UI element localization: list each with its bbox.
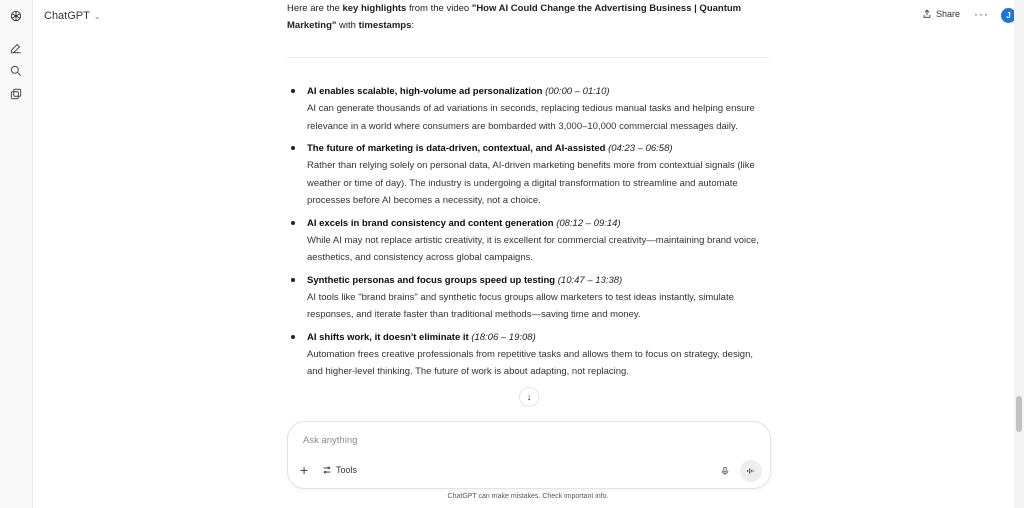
sliders-icon bbox=[322, 465, 332, 475]
intro-suffix: : bbox=[411, 20, 415, 31]
voice-mode-button[interactable] bbox=[740, 460, 762, 482]
item-title: AI excels in brand consistency and content generation bbox=[307, 217, 554, 229]
intro-mid2: with bbox=[336, 20, 359, 31]
intro-bold-highlights: key highlights bbox=[342, 3, 407, 14]
item-description: Automation frees creative professionals from repetitive tasks and allows them to focus on strategy, design, and higher-level thinking. The future of work is about adapting, not replacing. bbox=[307, 348, 754, 377]
item-timestamp: (04:23 – 06:58) bbox=[608, 143, 673, 154]
share-button[interactable] bbox=[922, 9, 960, 19]
tools-label: Tools bbox=[336, 465, 358, 475]
intro-video-title: "How AI Could Change the Advertising Business | Quantum Marketing" bbox=[287, 3, 742, 31]
list-item bbox=[287, 83, 769, 135]
scrollbar[interactable] bbox=[1014, 0, 1024, 508]
prompt-input[interactable] bbox=[301, 434, 705, 447]
share-icon bbox=[922, 9, 932, 19]
intro-prefix: Here are the bbox=[287, 3, 343, 14]
highlights-list bbox=[287, 83, 769, 386]
arrow-down-icon: ↓ bbox=[526, 391, 532, 403]
intro-bold-timestamps: timestamps bbox=[358, 20, 412, 31]
more-options-icon[interactable]: ··· bbox=[974, 7, 989, 21]
avatar[interactable]: J bbox=[1001, 8, 1016, 23]
item-title: AI enables scalable, high-volume ad personalization bbox=[307, 86, 543, 97]
sidebar-rail bbox=[0, 0, 33, 508]
item-title: Synthetic personas and focus groups speed up testing bbox=[307, 274, 556, 286]
assistant-intro bbox=[287, 0, 767, 34]
openai-logo-icon[interactable] bbox=[8, 8, 24, 24]
scrollbar-thumb[interactable] bbox=[1016, 396, 1022, 432]
list-item bbox=[287, 215, 769, 267]
item-description: Rather than relying solely on personal data, AI-driven marketing benefits more from contextual signals (like weather or time of day). The industry is undergoing a digital transformation to streamline and automate processes before AI becomes a necessity, not a choice. bbox=[307, 160, 755, 206]
plus-icon[interactable]: + bbox=[300, 462, 309, 478]
item-timestamp: (00:00 – 01:10) bbox=[545, 86, 610, 97]
item-timestamp: (08:12 – 09:14) bbox=[556, 217, 621, 229]
library-icon[interactable] bbox=[8, 86, 24, 102]
item-description: AI tools like "brand brains" and synthetic focus groups allow marketers to test ideas instantly, simulate responses, and iterate faster than traditional methods—saving time and money. bbox=[307, 291, 734, 320]
item-title: AI shifts work, it doesn't eliminate it bbox=[307, 331, 469, 343]
list-item bbox=[287, 329, 769, 381]
microphone-icon[interactable] bbox=[720, 464, 730, 482]
app-title: ChatGPT bbox=[44, 10, 90, 22]
intro-mid: from the video bbox=[406, 3, 472, 14]
list-item bbox=[287, 272, 769, 324]
list-item bbox=[287, 140, 769, 210]
disclaimer: ChatGPT can make mistakes. Check important info. bbox=[447, 493, 609, 500]
scroll-to-bottom-button[interactable] bbox=[519, 387, 539, 407]
item-title: The future of marketing is data-driven, contextual, and AI-assisted bbox=[307, 143, 606, 154]
share-label: Share bbox=[936, 9, 961, 19]
waveform-icon bbox=[746, 466, 756, 476]
model-selector[interactable] bbox=[44, 10, 101, 22]
item-timestamp: (18:06 – 19:08) bbox=[471, 331, 536, 343]
item-timestamp: (10:47 – 13:38) bbox=[557, 274, 623, 286]
chevron-down-icon: ⌄ bbox=[93, 11, 101, 21]
item-description: AI can generate thousands of ad variations in seconds, replacing tedious manual tasks and helping ensure relevance in a world where consumers are bombarded with 3,000–10,000 commercial messages daily. bbox=[307, 103, 755, 132]
divider bbox=[287, 57, 769, 58]
new-chat-icon[interactable] bbox=[8, 40, 24, 56]
tools-button[interactable] bbox=[322, 465, 357, 475]
item-description: While AI may not replace artistic creativity, it is excellent for commercial creativity—maintaining brand voice, aesthetics, and consistency across global campaigns. bbox=[307, 234, 759, 263]
composer bbox=[287, 421, 771, 489]
search-icon[interactable] bbox=[8, 63, 24, 79]
